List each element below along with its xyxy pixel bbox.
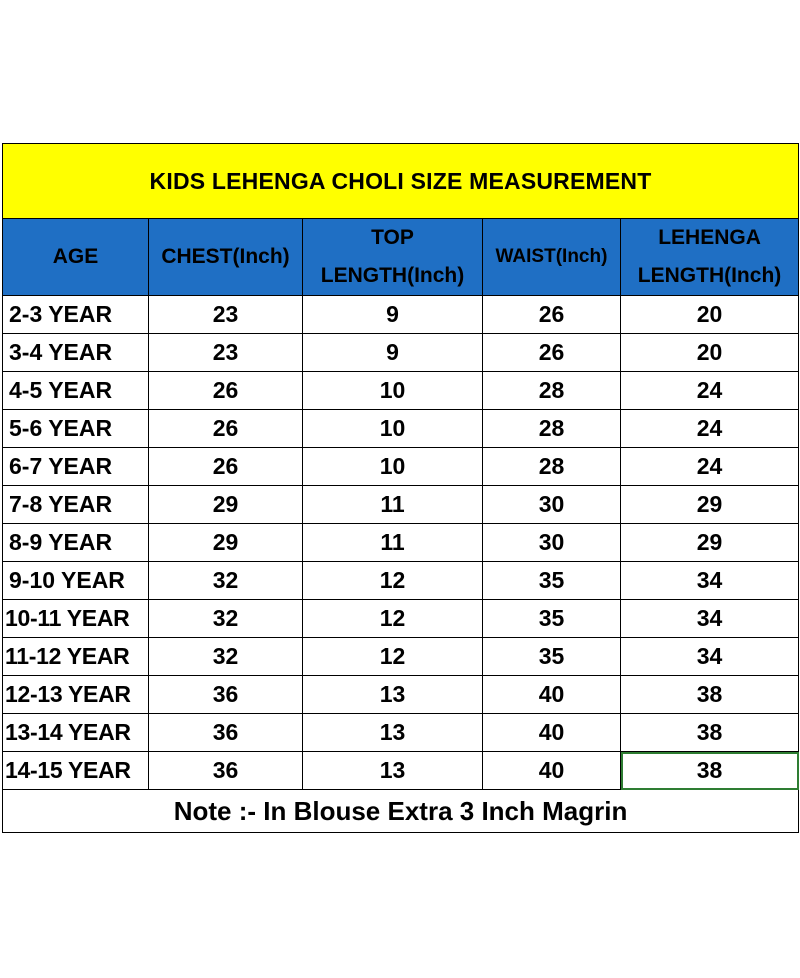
age-cell: 6-7 YEAR bbox=[3, 448, 149, 486]
age-cell: 11-12 YEAR bbox=[3, 638, 149, 676]
waist-cell: 35 bbox=[483, 562, 621, 600]
note-text: Note :- In Blouse Extra 3 Inch Magrin bbox=[3, 790, 799, 833]
lehenga-length-cell: 38 bbox=[621, 676, 799, 714]
waist-cell: 35 bbox=[483, 600, 621, 638]
waist-cell: 28 bbox=[483, 410, 621, 448]
waist-cell: 26 bbox=[483, 296, 621, 334]
top-length-cell: 10 bbox=[303, 410, 483, 448]
top-length-cell: 12 bbox=[303, 600, 483, 638]
table-row bbox=[3, 562, 799, 600]
chest-cell: 32 bbox=[149, 638, 303, 676]
lehenga-length-cell: 38 bbox=[621, 714, 799, 752]
header-chest: CHEST(Inch) bbox=[149, 219, 303, 296]
top-length-cell: 12 bbox=[303, 638, 483, 676]
waist-cell: 40 bbox=[483, 752, 621, 790]
table-row bbox=[3, 714, 799, 752]
age-cell: 9-10 YEAR bbox=[3, 562, 149, 600]
chest-cell: 36 bbox=[149, 676, 303, 714]
chest-cell: 23 bbox=[149, 296, 303, 334]
table-row bbox=[3, 334, 799, 372]
chest-cell: 23 bbox=[149, 334, 303, 372]
top-length-cell: 10 bbox=[303, 372, 483, 410]
header-row bbox=[3, 219, 799, 296]
note-row bbox=[3, 790, 799, 833]
lehenga-length-cell: 24 bbox=[621, 448, 799, 486]
header-top-line2: LENGTH(Inch) bbox=[320, 264, 465, 287]
waist-cell: 28 bbox=[483, 448, 621, 486]
header-lehenga-length bbox=[621, 219, 799, 296]
age-cell: 4-5 YEAR bbox=[3, 372, 149, 410]
top-length-cell: 13 bbox=[303, 752, 483, 790]
title-row bbox=[3, 144, 799, 219]
chest-cell: 26 bbox=[149, 372, 303, 410]
age-cell: 2-3 YEAR bbox=[3, 296, 149, 334]
age-cell: 13-14 YEAR bbox=[3, 714, 149, 752]
age-cell: 3-4 YEAR bbox=[3, 334, 149, 372]
lehenga-length-cell: 34 bbox=[621, 638, 799, 676]
top-length-cell: 11 bbox=[303, 524, 483, 562]
table-row bbox=[3, 372, 799, 410]
top-length-cell: 10 bbox=[303, 448, 483, 486]
chest-cell: 36 bbox=[149, 752, 303, 790]
header-top-length bbox=[303, 219, 483, 296]
age-cell: 5-6 YEAR bbox=[3, 410, 149, 448]
table-row bbox=[3, 296, 799, 334]
top-length-cell: 9 bbox=[303, 296, 483, 334]
table-row bbox=[3, 752, 799, 790]
header-top-line1: TOP bbox=[371, 226, 414, 249]
table-row bbox=[3, 410, 799, 448]
lehenga-length-cell: 29 bbox=[621, 524, 799, 562]
top-length-cell: 13 bbox=[303, 714, 483, 752]
waist-cell: 26 bbox=[483, 334, 621, 372]
lehenga-length-cell: 24 bbox=[621, 410, 799, 448]
age-cell: 14-15 YEAR bbox=[3, 752, 149, 790]
lehenga-length-cell: 34 bbox=[621, 600, 799, 638]
waist-cell: 40 bbox=[483, 714, 621, 752]
waist-cell: 40 bbox=[483, 676, 621, 714]
table-row bbox=[3, 600, 799, 638]
waist-cell: 35 bbox=[483, 638, 621, 676]
age-cell: 10-11 YEAR bbox=[3, 600, 149, 638]
table-row bbox=[3, 638, 799, 676]
chart-title: KIDS LEHENGA CHOLI SIZE MEASUREMENT bbox=[3, 144, 799, 219]
lehenga-length-cell: 24 bbox=[621, 372, 799, 410]
top-length-cell: 9 bbox=[303, 334, 483, 372]
chest-cell: 26 bbox=[149, 448, 303, 486]
lehenga-length-cell: 20 bbox=[621, 334, 799, 372]
table-row bbox=[3, 524, 799, 562]
chest-cell: 26 bbox=[149, 410, 303, 448]
header-waist: WAIST(Inch) bbox=[483, 219, 621, 296]
header-lehenga-line1: LEHENGA bbox=[658, 226, 761, 249]
top-length-cell: 11 bbox=[303, 486, 483, 524]
chest-cell: 32 bbox=[149, 562, 303, 600]
waist-cell: 30 bbox=[483, 486, 621, 524]
chest-cell: 36 bbox=[149, 714, 303, 752]
top-length-cell: 12 bbox=[303, 562, 483, 600]
table-row bbox=[3, 486, 799, 524]
lehenga-length-cell: 20 bbox=[621, 296, 799, 334]
header-age: AGE bbox=[3, 219, 149, 296]
header-lehenga-line2: LENGTH(Inch) bbox=[637, 264, 782, 287]
lehenga-length-cell: 34 bbox=[621, 562, 799, 600]
waist-cell: 30 bbox=[483, 524, 621, 562]
age-cell: 8-9 YEAR bbox=[3, 524, 149, 562]
waist-cell: 28 bbox=[483, 372, 621, 410]
top-length-cell: 13 bbox=[303, 676, 483, 714]
size-chart-table bbox=[2, 143, 799, 833]
chest-cell: 29 bbox=[149, 524, 303, 562]
lehenga-length-cell: 29 bbox=[621, 486, 799, 524]
chest-cell: 32 bbox=[149, 600, 303, 638]
selected-cell[interactable]: 38 bbox=[621, 752, 799, 790]
age-cell: 7-8 YEAR bbox=[3, 486, 149, 524]
age-cell: 12-13 YEAR bbox=[3, 676, 149, 714]
table-row bbox=[3, 448, 799, 486]
chest-cell: 29 bbox=[149, 486, 303, 524]
table-row bbox=[3, 676, 799, 714]
